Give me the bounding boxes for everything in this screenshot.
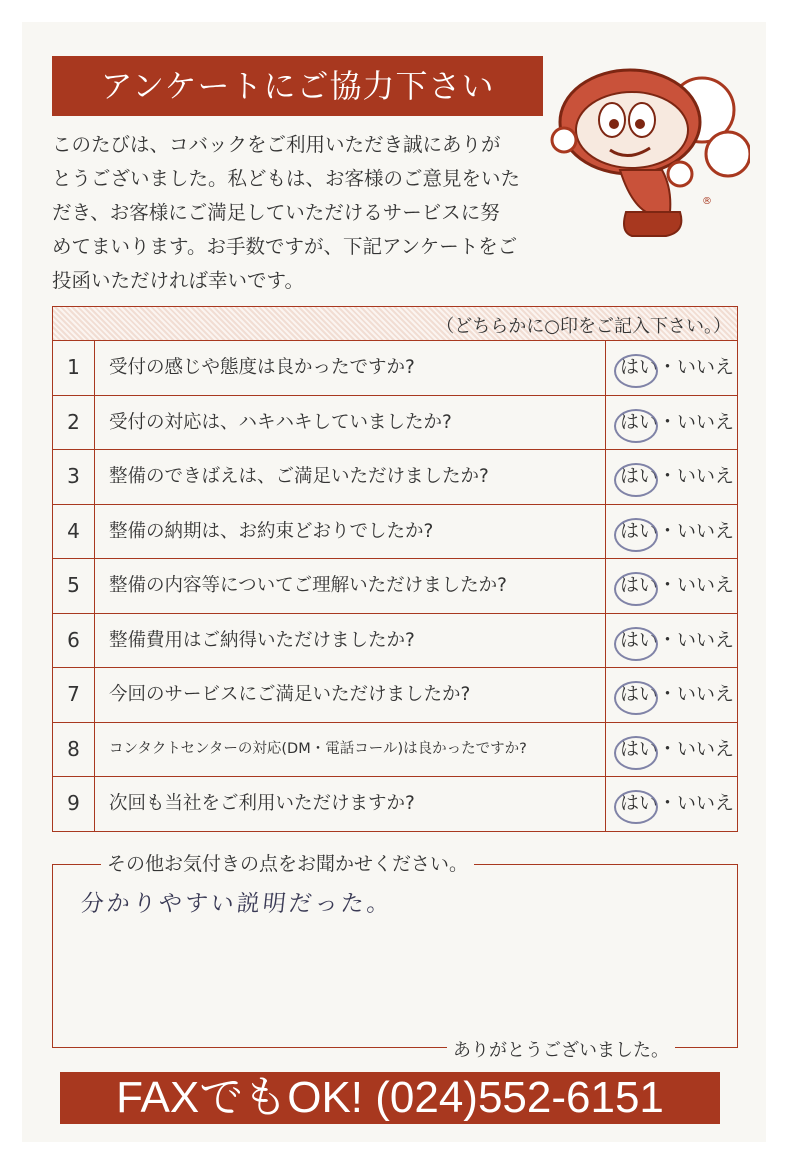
survey-row (53, 450, 737, 505)
answer-circle-mark (614, 354, 658, 388)
no-option[interactable]: ・いいえ (658, 792, 735, 814)
no-option[interactable]: ・いいえ (658, 410, 735, 433)
answer-circle-mark (614, 736, 658, 770)
comments-label: その他お気付きの点をお聞かせください。 (101, 849, 474, 876)
survey-row (53, 614, 737, 669)
answer-circle-mark (614, 627, 658, 661)
yes-option[interactable]: はい (620, 410, 659, 433)
yes-option[interactable]: はい (620, 465, 659, 487)
question-number: 2 (53, 396, 95, 450)
question-number: 3 (53, 450, 95, 504)
intro-line: だき、お客様にご満足していただけるサービスに努 (52, 201, 500, 224)
question-text: コンタクトセンターの対応(DM・電話コール)は良かったですか? (109, 740, 527, 757)
question-text: 整備のできばえは、ご満足いただけましたか? (109, 466, 489, 487)
yes-option[interactable]: はい (620, 574, 659, 596)
answer-circle-mark (614, 518, 658, 552)
yes-option[interactable]: はい (620, 737, 659, 760)
answer-cell[interactable] (605, 450, 739, 504)
intro-text (52, 128, 552, 298)
yes-option[interactable]: はい (620, 683, 659, 705)
answer-cell[interactable] (605, 723, 739, 777)
no-option[interactable]: ・いいえ (658, 737, 735, 760)
no-option[interactable]: ・いいえ (658, 519, 735, 542)
no-option[interactable]: ・いいえ (658, 356, 735, 378)
intro-line: めてまいります。お手数ですが、下記アンケートをご (52, 235, 518, 258)
answer-circle-mark (614, 790, 658, 824)
answer-cell[interactable] (605, 668, 739, 722)
question-text: 次回も当社をご利用いただけますか? (109, 793, 415, 814)
fax-banner: FAXでもOK! (024)552-6151 (60, 1072, 720, 1124)
comments-box[interactable] (52, 853, 738, 1061)
answer-circle-mark (614, 572, 658, 606)
answer-cell[interactable] (605, 559, 739, 613)
no-option[interactable]: ・いいえ (658, 465, 735, 487)
answer-circle-mark (614, 463, 658, 497)
survey-row (53, 559, 737, 614)
question-text: 整備の納期は、お約束どおりでしたか? (109, 520, 434, 542)
question-number: 6 (53, 614, 95, 668)
answer-circle-mark (614, 409, 658, 443)
question-number: 7 (53, 668, 95, 722)
yes-option[interactable]: はい (620, 519, 659, 542)
question-number: 9 (53, 777, 95, 832)
question-number: 1 (53, 341, 95, 395)
thanks-text: ありがとうございました。 (447, 1036, 675, 1062)
survey-header (53, 307, 737, 341)
intro-line: このたびは、コバックをご利用いただき誠にありが (52, 133, 501, 156)
mascot-character-icon (550, 62, 750, 242)
survey-row (53, 396, 737, 451)
no-option[interactable]: ・いいえ (658, 683, 735, 705)
answer-cell[interactable] (605, 505, 739, 559)
intro-line: とうございました。私どもは、お客様のご意見をいた (52, 167, 521, 190)
question-text: 整備の内容等についてご理解いただけましたか? (109, 575, 507, 596)
yes-option[interactable]: はい (620, 356, 659, 378)
page-title: アンケートにご協力下さい (52, 56, 543, 116)
survey-table (52, 306, 738, 832)
answer-cell[interactable] (605, 777, 739, 832)
survey-row (53, 777, 737, 832)
question-text: 今回のサービスにご満足いただけましたか? (109, 684, 471, 705)
answer-cell[interactable] (605, 614, 739, 668)
survey-row (53, 668, 737, 723)
survey-row (53, 723, 737, 778)
no-option[interactable]: ・いいえ (658, 628, 735, 651)
intro-line: 投函いただければ幸いです。 (52, 269, 304, 292)
handwritten-comment: 分かりやすい説明だった。 (79, 891, 395, 917)
yes-option[interactable]: はい (620, 628, 659, 651)
answer-cell[interactable] (605, 341, 739, 395)
survey-row (53, 505, 737, 560)
registered-mark: ® (702, 196, 712, 207)
yes-option[interactable]: はい (620, 792, 659, 814)
survey-row (53, 341, 737, 396)
question-text: 整備費用はご納得いただけましたか? (109, 629, 415, 651)
survey-instruction: （どちらかに○印をご記入下さい。） (436, 316, 731, 337)
question-number: 5 (53, 559, 95, 613)
answer-circle-mark (614, 681, 658, 715)
question-text: 受付の感じや態度は良かったですか? (109, 357, 415, 378)
no-option[interactable]: ・いいえ (658, 574, 735, 596)
question-number: 4 (53, 505, 95, 559)
question-text: 受付の対応は、ハキハキしていましたか? (109, 411, 452, 433)
answer-cell[interactable] (605, 396, 739, 450)
question-number: 8 (53, 723, 95, 777)
